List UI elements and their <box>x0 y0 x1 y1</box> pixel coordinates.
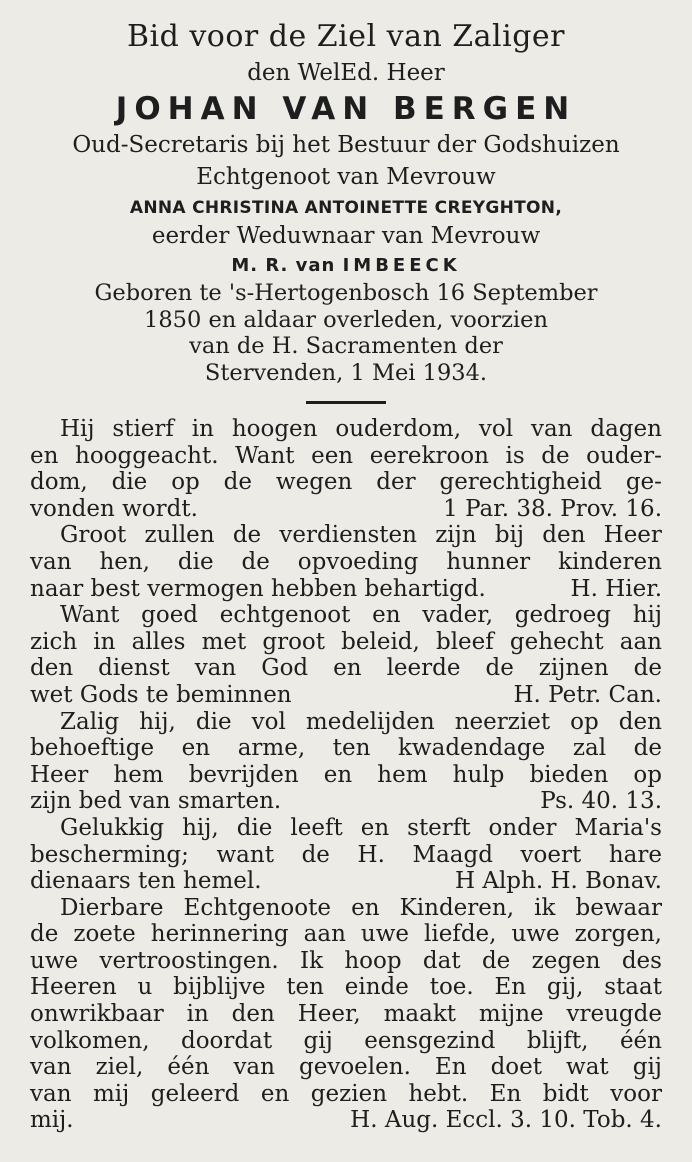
verse-last-words: dienaars ten hemel. <box>30 868 262 895</box>
verses-body <box>30 416 662 1134</box>
verse-line: Groot zullen de verdiensten zijn bij den Heer <box>60 522 662 549</box>
verse-line: bescherming; want de H. Maagd voert hare <box>30 841 662 868</box>
verse-line: de zoete herinnering aan uwe liefde, uwe zorgen, <box>30 921 662 948</box>
verse-closing-line <box>30 682 662 709</box>
verse-block <box>30 602 662 708</box>
verse-line: volkomen, doordat gij eensgezind blijft, één <box>30 1027 662 1054</box>
verse-line: Dierbare Echtgenoote en Kinderen, ik bewaar <box>60 894 662 921</box>
card-header <box>30 0 662 384</box>
birth-line: van de H. Sacramenten der <box>189 333 503 359</box>
verse-line: Heeren u bijblijve ten einde toe. En gij, staat <box>30 974 662 1001</box>
verse-block <box>30 522 662 602</box>
verse-line: zich in alles met groot beleid, bleef gehecht aan <box>30 628 662 655</box>
verse-block <box>30 416 662 522</box>
verse-last-words: mij. <box>30 1107 74 1134</box>
honorific: den WelEd. Heer <box>247 60 445 86</box>
verse-line: van hen, die de opvoeding hunner kinderen <box>30 548 662 575</box>
verse-line: dom, die op de wegen der gerechtigheid ge- <box>30 469 662 496</box>
scripture-reference: H. Hier. <box>570 575 662 602</box>
spouse-name: ANNA CHRISTINA ANTOINETTE CREYGHTON, <box>129 198 563 218</box>
verse-line: uwe vertroostingen. Ik hoop dat de zegen des <box>30 947 662 974</box>
verse-line: van mij geleerd en gezien hebt. En bidt voor <box>30 1080 662 1107</box>
office-title: Oud-Secretaris bij het Bestuur der Godshuizen <box>72 132 620 158</box>
prayer-title: Bid voor de Ziel van Zaliger <box>126 19 566 54</box>
verse-closing-line <box>30 788 662 815</box>
scripture-reference: 1 Par. 38. Prov. 16. <box>443 495 662 522</box>
verse-line: Gelukkig hij, die leeft en sterft onder Maria's <box>60 814 662 841</box>
scripture-reference: H. Aug. Eccl. 3. 10. Tob. 4. <box>350 1107 662 1134</box>
verse-line: Heer hem bevrijden en hem hulp bieden op <box>30 761 662 788</box>
verse-closing-line <box>30 576 662 603</box>
verse-closing-line <box>30 496 662 523</box>
scripture-reference: H. Petr. Can. <box>513 681 662 708</box>
verse-last-words: wet Gods te beminnen <box>30 681 292 708</box>
verse-block <box>30 709 662 815</box>
verse-closing-line <box>30 1107 662 1134</box>
verse-last-words: vonden wordt. <box>30 495 198 522</box>
spouse-intro: Echtgenoot van Mevrouw <box>196 164 496 190</box>
deceased-name: JOHAN VAN BERGEN <box>115 91 577 127</box>
birth-line: 1850 en aldaar overleden, voorzien <box>144 306 548 333</box>
verse-line: en hooggeacht. Want een eerekroon is de ouder- <box>30 442 662 469</box>
first-wife-surname: IMBEECK <box>342 255 461 276</box>
birth-death-notice <box>30 282 662 384</box>
birth-line: Geboren te 's-Hertogenbosch 16 September <box>94 280 598 306</box>
widower-intro: eerder Weduwnaar van Mevrouw <box>151 223 541 249</box>
verse-line: onwrikbaar in den Heer, maakt mijne vreugde <box>30 1001 662 1028</box>
verse-block <box>30 895 662 1134</box>
verse-closing-line <box>30 868 662 895</box>
verse-block <box>30 815 662 895</box>
first-wife-name <box>30 257 662 275</box>
verse-line: Zalig hij, die vol medelijden neerziet op den <box>60 708 662 735</box>
verse-line: den dienst van God en leerde de zijnen de <box>30 655 662 682</box>
verse-line: Want goed echtgenoot en vader, gedroeg hij <box>60 602 662 629</box>
verse-last-words: naar best vermogen hebben behartigd. <box>30 575 486 602</box>
verse-line: Hij stierf in hoogen ouderdom, vol van dagen <box>60 416 662 442</box>
verse-last-words: zijn bed van smarten. <box>30 788 282 815</box>
birth-line: Stervenden, 1 Mei 1934. <box>204 359 488 386</box>
scripture-reference: Ps. 40. 13. <box>540 788 662 815</box>
divider-rule <box>306 401 386 404</box>
verse-line: behoeftige en arme, ten kwadendage zal de <box>30 735 662 762</box>
first-wife-initials: M. R. van <box>231 255 343 276</box>
verse-line: van ziel, één van gevoelen. En doet wat gij <box>30 1054 662 1081</box>
scripture-reference: H Alph. H. Bonav. <box>454 868 662 895</box>
